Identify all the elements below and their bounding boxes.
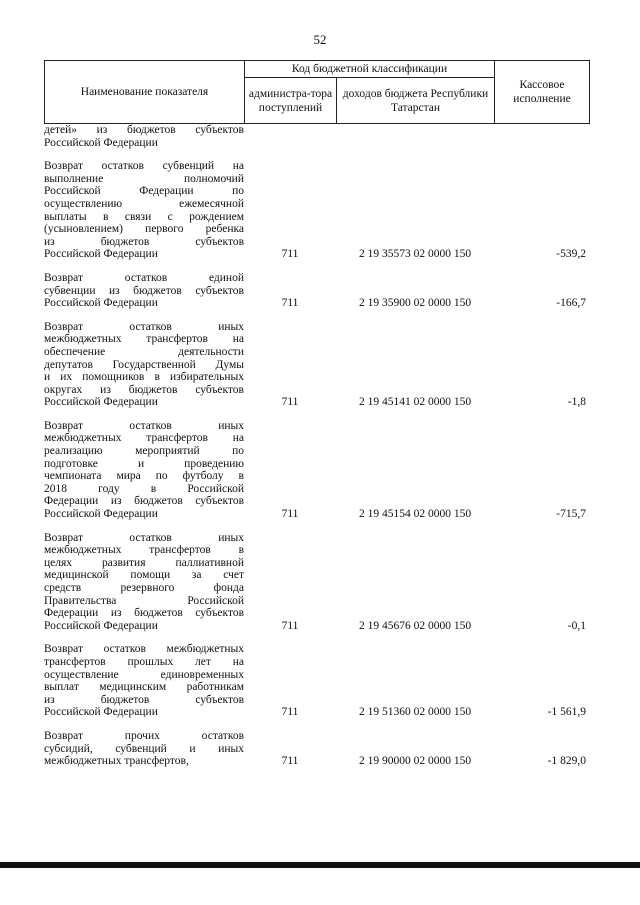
table-row: [44, 643, 589, 719]
indicator-name-line: Российской Федерации: [44, 136, 158, 149]
indicator-name-line: 2018 году в Российской: [44, 482, 244, 495]
indicator-name-line: и их помощников в избирательных: [44, 371, 244, 384]
indicator-name-line: средств резервного фонда: [44, 582, 244, 594]
indicator-name-line: Российской Федерации: [44, 619, 158, 632]
indicator-name-line: выплат медицинским работникам: [44, 681, 244, 694]
indicator-name-line: межбюджетных трансфертов на: [44, 432, 244, 445]
table-row: [44, 532, 589, 633]
scan-edge-bar: [0, 862, 640, 868]
header-classification-code: Код бюджетной классификации: [245, 61, 495, 78]
indicator-name-line: из бюджетов субъектов: [44, 235, 244, 248]
indicator-name-line: Российской Федерации: [44, 297, 158, 310]
administrator-code: 711: [281, 508, 299, 521]
table-row: [44, 420, 589, 521]
indicator-name-line: чемпионата мира по футболу в: [44, 470, 244, 483]
indicator-name: [44, 643, 244, 719]
indicator-name: [44, 124, 244, 149]
indicator-name-line: из бюджетов субъектов: [44, 693, 244, 706]
indicator-name: [44, 420, 244, 521]
indicator-name-line: подготовке и проведению: [44, 457, 244, 470]
indicator-name-line: осуществлению ежемесячной: [44, 197, 244, 210]
administrator-code: 711: [281, 755, 299, 768]
administrator-code: 711: [281, 396, 299, 409]
indicator-name-line: детей» из бюджетов субъектов: [44, 124, 244, 136]
indicator-name-line: Возврат остатков иных: [44, 419, 244, 432]
indicator-name-line: осуществление единовременных: [44, 668, 244, 681]
indicator-name-line: Федерации из бюджетов субъектов: [44, 495, 244, 508]
income-code: 2 19 45676 02 0000 150: [358, 619, 472, 632]
indicator-name: [44, 160, 244, 261]
income-code: 2 19 45154 02 0000 150: [358, 508, 472, 521]
indicator-name-line: Российской Федерации по: [44, 185, 244, 198]
administrator-code: 711: [281, 706, 299, 719]
table-row: [44, 160, 589, 261]
income-code: 2 19 45141 02 0000 150: [358, 396, 472, 409]
indicator-name-line: медицинской помощи за счет: [44, 569, 244, 582]
page-number: 52: [313, 32, 327, 47]
indicator-name-line: целях развития паллиативной: [44, 556, 244, 569]
indicator-name-line: реализацию мероприятий по: [44, 445, 244, 458]
income-code: 2 19 35573 02 0000 150: [358, 248, 472, 261]
indicator-name: [44, 272, 244, 310]
table-row: [44, 124, 589, 149]
indicator-name-line: Российской Федерации: [44, 706, 158, 719]
cash-execution-value: -539,2: [556, 248, 586, 261]
indicator-name-line: субсидий, субвенций и иных: [44, 742, 244, 755]
indicator-name-line: Российской Федерации: [44, 248, 158, 261]
indicator-name-line: Возврат прочих остатков: [44, 729, 244, 742]
indicator-name-line: Правительства Российской: [44, 594, 244, 607]
indicator-name-line: Российской Федерации: [44, 396, 158, 409]
indicator-name-line: межбюджетных трансфертов на: [44, 333, 244, 346]
indicator-name-line: (усыновлением) первого ребенка: [44, 223, 244, 236]
indicator-name-line: субвенции из бюджетов субъектов: [44, 284, 244, 297]
indicator-name: [44, 321, 244, 409]
administrator-code: 711: [281, 619, 299, 632]
indicator-name: [44, 730, 244, 768]
administrator-code: 711: [281, 297, 299, 310]
table-body: [44, 124, 589, 768]
table-row: [44, 272, 589, 310]
cash-execution-value: -1 829,0: [547, 755, 586, 768]
cash-execution-value: -1,8: [567, 396, 586, 409]
administrator-code: 711: [281, 248, 299, 261]
indicator-name-line: межбюджетных трансфертов в: [44, 544, 244, 557]
table-row: [44, 321, 589, 409]
income-code: 2 19 35900 02 0000 150: [358, 297, 472, 310]
indicator-name-line: межбюджетных трансфертов,: [44, 755, 189, 768]
table-row: [44, 730, 589, 768]
cash-execution-value: -0,1: [567, 619, 586, 632]
indicator-name-line: Возврат остатков иных: [44, 531, 244, 544]
indicator-name-line: Возврат остатков субвенций на: [44, 160, 244, 173]
indicator-name-line: Возврат остатков единой: [44, 271, 244, 284]
cash-execution-value: -166,7: [556, 297, 586, 310]
income-code: 2 19 51360 02 0000 150: [358, 706, 472, 719]
indicator-name: [44, 532, 244, 633]
indicator-name-line: выполнение полномочий: [44, 172, 244, 185]
indicator-name-line: Возврат остатков межбюджетных: [44, 643, 244, 656]
indicator-name-line: Федерации из бюджетов субъектов: [44, 607, 244, 620]
indicator-name-line: выплаты в связи с рождением: [44, 210, 244, 223]
income-code: 2 19 90000 02 0000 150: [358, 755, 472, 768]
table-header: [44, 60, 590, 124]
header-administrator: администра-тора поступлений: [245, 78, 337, 124]
indicator-name-line: Российской Федерации: [44, 508, 158, 521]
header-indicator-name: Наименование показателя: [45, 61, 245, 124]
indicator-name-line: Возврат остатков иных: [44, 320, 244, 333]
header-budget-income: доходов бюджета Республики Татарстан: [337, 78, 495, 124]
indicator-name-line: обеспечение деятельности: [44, 345, 244, 358]
indicator-name-line: депутатов Государственной Думы: [44, 358, 244, 371]
cash-execution-value: -1 561,9: [547, 706, 586, 719]
header-cash-execution: Кассовое исполнение: [495, 61, 590, 124]
indicator-name-line: округах из бюджетов субъектов: [44, 383, 244, 396]
indicator-name-line: трансфертов прошлых лет на: [44, 655, 244, 668]
cash-execution-value: -715,7: [556, 508, 586, 521]
